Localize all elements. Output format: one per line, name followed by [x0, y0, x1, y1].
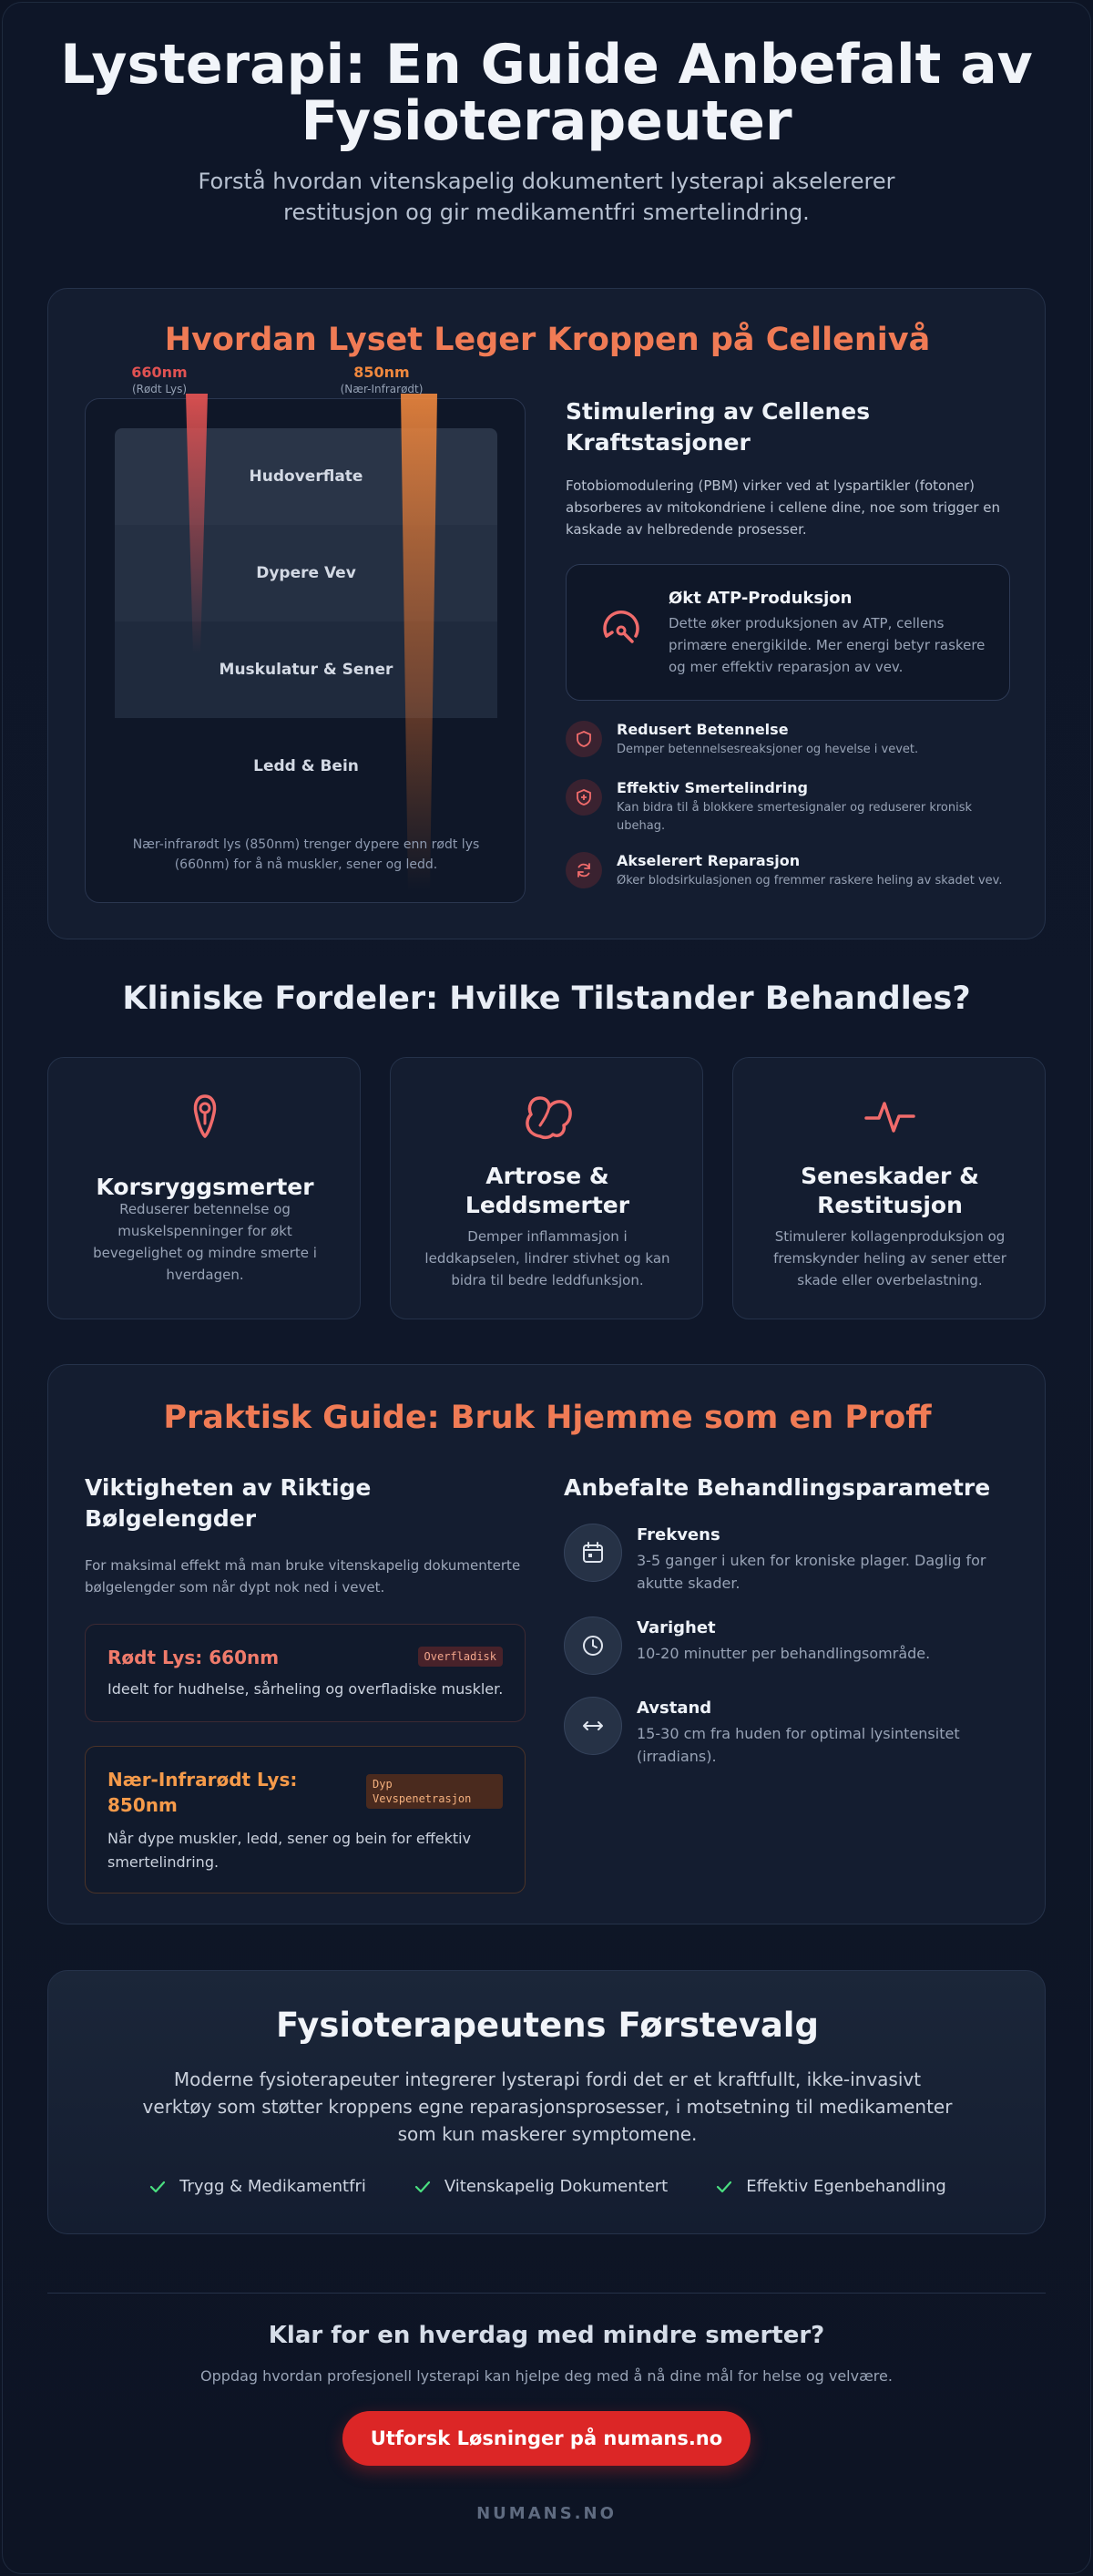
condition-card	[47, 1057, 361, 1319]
shield-plus-icon	[575, 788, 593, 806]
benefit-item	[566, 852, 1010, 910]
check-label: Trygg & Medikamentfri	[179, 2177, 366, 2196]
wavelength-intro: For maksimal effekt må man bruke vitenskapelig dokumenterte bølgelengder som når dypt nok ned i vevet.	[85, 1557, 521, 1596]
red-beam-nm: 660nm	[131, 364, 188, 381]
explore-solutions-button[interactable]: Utforsk Løsninger på numans.no	[342, 2411, 751, 2466]
guide-section	[47, 1364, 1046, 1924]
shield-icon	[575, 730, 593, 748]
nir-beam-nm: 850nm	[353, 364, 410, 381]
nir-beam-sub: (Nær-Infrarødt)	[340, 383, 424, 395]
parameters-heading: Anbefalte Behandlingsparametre	[564, 1474, 991, 1501]
check-item	[148, 2177, 366, 2196]
wavelength-tag: Overfladisk	[418, 1647, 503, 1667]
first-choice-section	[47, 1970, 1046, 2234]
benefit-item	[566, 721, 1010, 779]
layer-joint-bone: Ledd & Bein	[253, 757, 359, 775]
footer-brand: NUMANS.NO	[476, 2504, 617, 2523]
parameter-item	[564, 1524, 1019, 1606]
benefit-title: Akselerert Reparasjon	[617, 852, 801, 869]
condition-card	[732, 1057, 1046, 1319]
parameter-title: Avstand	[637, 1699, 712, 1718]
clinical-section-title: Kliniske Fordeler: Hvilke Tilstander Behandles?	[122, 980, 971, 1017]
nir-light-beam	[399, 394, 439, 891]
benefit-title: Effektiv Smertelindring	[617, 779, 808, 796]
condition-card	[390, 1057, 703, 1319]
condition-desc: Stimulerer kollagenproduksjon og fremskynder heling av sener etter skade eller overbelastning.	[773, 1228, 1006, 1288]
red-beam-sub: (Rødt Lys)	[131, 383, 188, 395]
cell-section	[47, 288, 1046, 939]
arrows-horizontal-icon	[581, 1714, 605, 1738]
wavelength-desc: Når dype muskler, ledd, sener og bein for effektiv smertelindring.	[107, 1830, 472, 1871]
parameter-title: Varighet	[637, 1618, 716, 1637]
penetration-note: Nær-infrarødt lys (850nm) trenger dypere enn rødt lys (660nm) for å nå muskler, sener og ledd.	[132, 837, 480, 872]
cta-subtitle: Oppdag hvordan profesjonell lysterapi kan hjelpe deg med å nå dine mål for helse og velvære.	[200, 2367, 893, 2385]
page-title: Lysterapi: En Guide Anbefalt av Fysioterapeuter	[60, 33, 1033, 153]
wavelength-desc: Ideelt for hudhelse, sårheling og overfladiske muskler.	[107, 1680, 504, 1698]
divider	[47, 2293, 1046, 2294]
benefit-desc: Øker blodsirkulasjonen og fremmer raskere heling av skadet vev.	[617, 874, 1003, 888]
parameter-item	[564, 1697, 1019, 1779]
benefit-desc: Demper betennelsesreaksjoner og hevelse i vevet.	[617, 743, 919, 756]
parameter-desc: 10-20 minutter per behandlingsområde.	[637, 1645, 931, 1662]
wavelength-name: Rødt Lys: 660nm	[107, 1647, 280, 1668]
check-item	[715, 2177, 946, 2196]
wavelength-tag: Dyp Vevspenetrasjon	[366, 1774, 503, 1809]
gauge-icon	[599, 605, 643, 649]
condition-title: Artrose & Leddsmerter	[465, 1163, 630, 1218]
atp-desc: Dette øker produksjonen av ATP, cellens primære energikilde. Mer energi betyr raskere og mer effektiv reparasjon av vev.	[669, 615, 986, 675]
condition-desc: Demper inflammasjon i leddkapselen, lindrer stivhet og kan bidra til bedre leddfunksjon.	[424, 1228, 670, 1288]
hero	[0, 33, 1093, 228]
wavelength-card-red	[85, 1624, 526, 1722]
first-choice-title: Fysioterapeutens Førstevalg	[276, 2006, 819, 2045]
clock-icon	[581, 1634, 605, 1657]
parameter-desc: 3-5 ganger i uken for kroniske plager. Daglig for akutte skader.	[637, 1552, 986, 1592]
pulse-icon	[863, 1089, 917, 1144]
red-beam-label	[105, 364, 214, 395]
atp-card	[566, 564, 1010, 701]
cell-explanation	[566, 396, 1010, 910]
cell-section-title: Hvordan Lyset Leger Kroppen på Cellenivå	[164, 322, 931, 358]
spine-icon	[178, 1089, 232, 1144]
penetration-diagram	[85, 398, 526, 903]
check-item	[414, 2177, 668, 2196]
check-icon	[715, 2178, 733, 2196]
layer-skin: Hudoverflate	[115, 428, 497, 525]
benefit-item	[566, 779, 1010, 852]
check-list	[48, 2177, 1047, 2196]
parameter-title: Frekvens	[637, 1525, 720, 1545]
parameters-column	[564, 1473, 1019, 1779]
red-light-beam	[184, 394, 209, 654]
check-label: Vitenskapelig Dokumentert	[444, 2177, 669, 2196]
condition-title: Korsryggsmerter	[96, 1174, 314, 1200]
condition-desc: Reduserer betennelse og muskelspenninger for økt bevegelighet og mindre smerte i hverdagen.	[93, 1201, 317, 1283]
cta-title: Klar for en hverdag med mindre smerter?	[268, 2322, 825, 2349]
guide-section-title: Praktisk Guide: Bruk Hjemme som en Proff	[163, 1400, 932, 1436]
nir-beam-label	[327, 364, 436, 395]
parameter-item	[564, 1616, 1019, 1699]
check-label: Effektiv Egenbehandling	[746, 2177, 946, 2196]
atp-title: Økt ATP-Produksjon	[669, 589, 853, 608]
parameter-desc: 15-30 cm fra huden for optimal lysintensitet (irradians).	[637, 1725, 960, 1765]
first-choice-text: Moderne fysioterapeuter integrerer lysterapi fordi det er et kraftfullt, ikke-invasivt verktøy som støtter kroppens egne reparasjonsprosesser, i motsetning til medikamenter som kun maskerer symptomene.	[142, 2068, 953, 2145]
condition-title: Seneskader & Restitusjon	[801, 1163, 979, 1218]
check-icon	[148, 2178, 167, 2196]
joint-icon	[520, 1089, 575, 1144]
benefit-desc: Kan bidra til å blokkere smertesignaler og reduserer kronisk ubehag.	[617, 801, 973, 833]
wavelength-card-nir	[85, 1746, 526, 1894]
benefit-title: Redusert Betennelse	[617, 721, 789, 738]
refresh-icon	[575, 861, 593, 879]
layer-deep-tissue: Dypere Vev	[115, 525, 497, 621]
wavelength-name: Nær-Infrarødt Lys: 850nm	[107, 1769, 298, 1816]
wavelength-column	[85, 1473, 526, 1894]
page-subtitle: Forstå hvordan vitenskapelig dokumentert lysterapi akselererer restitusjon og gir medikamentfri smertelindring.	[198, 169, 895, 225]
layer-muscle: Muskulatur & Sener	[115, 621, 497, 718]
cell-intro: Fotobiomodulering (PBM) virker ved at lyspartikler (fotoner) absorberes av mitokondriene i cellene dine, noe som trigger en kaskade av helbredende prosesser.	[566, 477, 1001, 538]
wavelength-heading: Viktigheten av Riktige Bølgelengder	[85, 1474, 372, 1532]
cell-heading: Stimulering av Cellenes Kraftstasjoner	[566, 398, 871, 456]
check-icon	[414, 2178, 432, 2196]
calendar-icon	[581, 1541, 605, 1565]
